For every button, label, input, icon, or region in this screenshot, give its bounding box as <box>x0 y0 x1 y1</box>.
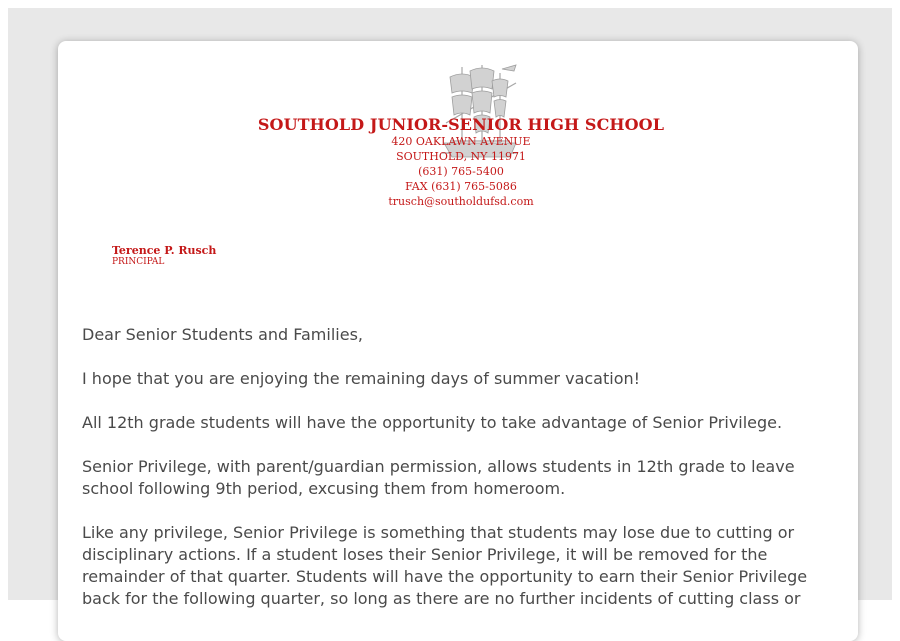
letter-card <box>58 41 858 641</box>
school-phone: (631) 765-5400 <box>418 165 504 178</box>
salutation: Dear Senior Students and Families, <box>82 325 363 344</box>
letterhead <box>58 41 858 281</box>
school-name: SOUTHOLD JUNIOR-SENIOR HIGH SCHOOL <box>257 115 665 134</box>
principal-title: PRINCIPAL <box>112 257 165 267</box>
paragraph: All 12th grade students will have the opportunity to take advantage of Senior Privilege. <box>82 413 783 432</box>
school-email: trusch@southoldufsd.com <box>388 195 534 208</box>
sailing-ship-logo-icon <box>440 63 520 163</box>
principal-name: Terence P. Rusch <box>112 244 217 257</box>
school-city: SOUTHOLD, NY 11971 <box>396 150 526 163</box>
paragraph: I hope that you are enjoying the remaining days of summer vacation! <box>82 369 641 388</box>
paragraph: Like any privilege, Senior Privilege is something that students may lose due to cutting or disciplinary actions. If a student loses their Senior Privilege, it will be removed for the remainder of that quarter. Students will have the opportunity to earn their Senior Privilege back for the following quarter, so long as there are no further incidents of cutting class or <box>82 523 808 608</box>
page-background <box>8 8 892 608</box>
paragraph: Senior Privilege, with parent/guardian permission, allows students in 12th grade to leave school following 9th period, excusing them from homeroom. <box>82 457 795 498</box>
school-address: 420 OAKLAWN AVENUE <box>391 135 531 148</box>
school-fax: FAX (631) 765-5086 <box>405 180 517 193</box>
letter-body <box>82 324 822 632</box>
